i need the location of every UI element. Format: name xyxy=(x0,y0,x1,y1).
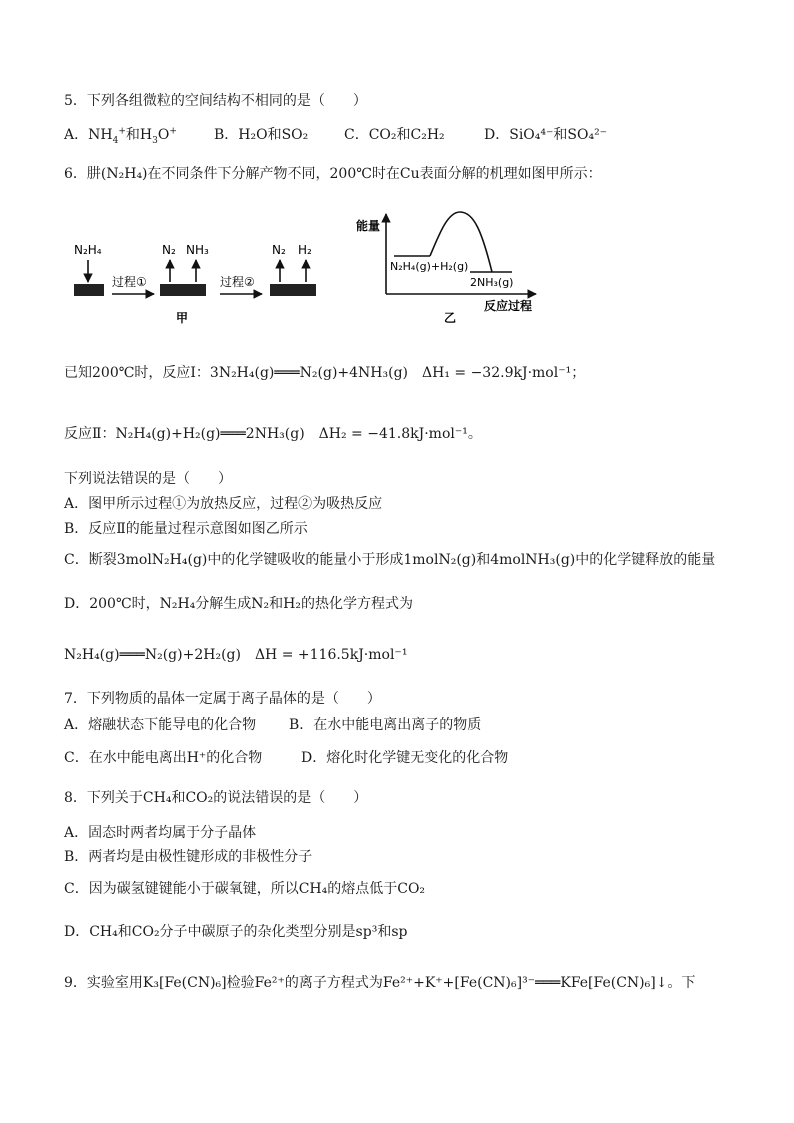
q6-question: 下列说法错误的是（ ） xyxy=(64,471,232,487)
q8-stem: 8．下列关于CH₄和CO₂的说法错误的是（ ） xyxy=(64,790,368,806)
q6-figures xyxy=(64,202,744,342)
yi-products-label: 2NH₃(g) xyxy=(470,276,514,289)
yi-caption: 乙 xyxy=(444,311,457,325)
q6-known-reaction-2: 反应Ⅱ：N₂H₄(g)+H₂(g)═══2NH₃(g) ΔH₂ = −41.8kJ·mol⁻¹。 xyxy=(64,426,482,442)
yi-x-axis-label: 反应过程 xyxy=(484,299,533,313)
q5-option-d: D．SiO₄⁴⁻和SO₄²⁻ xyxy=(484,127,608,143)
jia-catalyst-block-1 xyxy=(74,284,104,296)
jia-catalyst-block-2 xyxy=(160,284,206,296)
q6-option-b: B．反应Ⅱ的能量过程示意图如图乙所示 xyxy=(64,521,308,537)
q6-known-reaction-1: 已知200℃时，反应Ⅰ：3N₂H₄(g)═══N₂(g)+4NH₃(g) ΔH₁ = −32.9kJ·mol⁻¹； xyxy=(64,365,586,381)
q6-option-a: A．图甲所示过程①为放热反应，过程②为吸热反应 xyxy=(64,496,383,512)
q9-stem: 9．实验室用K₃[Fe(CN)₆]检验Fe²⁺的离子方程式为Fe²⁺+K⁺+[Fe(CN)₆]³⁻═══KFe[Fe(CN)₆]↓。下 xyxy=(64,975,696,991)
q5-option-b: B．H₂O和SO₂ xyxy=(214,127,309,143)
jia-step2-product-2: H₂ xyxy=(298,243,312,257)
jia-process2-label: 过程② xyxy=(220,275,255,289)
jia-step2-product-1: N₂ xyxy=(272,243,286,257)
q8-option-d: D．CH₄和CO₂分子中碳原子的杂化类型分别是sp³和sp xyxy=(64,924,408,940)
jia-catalyst-block-3 xyxy=(270,284,316,296)
jia-step1-product-1: N₂ xyxy=(162,243,176,257)
q6-option-d-equation: N₂H₄(g)═══N₂(g)+2H₂(g) ΔH = +116.5kJ·mol⁻¹ xyxy=(64,647,408,663)
figure-jia xyxy=(74,243,316,325)
q6-option-d: D．200℃时，N₂H₄分解生成N₂和H₂的热化学方程式为 xyxy=(64,596,413,612)
q7-stem: 7．下列物质的晶体一定属于离子晶体的是（ ） xyxy=(64,691,381,707)
yi-reactants-label: N₂H₄(g)+H₂(g) xyxy=(390,260,469,273)
jia-reactant-label: N₂H₄ xyxy=(74,243,102,257)
q7-options-row-1 xyxy=(64,716,481,734)
q6-option-c: C．断裂3molN₂H₄(g)中的化学键吸收的能量小于形成1molN₂(g)和4molNH₃(g)中的化学键释放的能量 xyxy=(64,552,716,568)
q6-stem: 6．肼(N₂H₄)在不同条件下分解产物不同，200℃时在Cu表面分解的机理如图甲所示： xyxy=(64,166,602,182)
q5-stem: 5．下列各组微粒的空间结构不相同的是（ ） xyxy=(64,93,367,109)
q7-option-b: B．在水中能电离出离子的物质 xyxy=(289,717,482,733)
figure-yi xyxy=(356,212,536,325)
yi-y-axis-label: 能量 xyxy=(356,219,381,233)
q8-option-c: C．因为碳氢键键能小于碳氧键，所以CH₄的熔点低于CO₂ xyxy=(64,881,426,897)
jia-caption: 甲 xyxy=(176,311,189,325)
q5-option-c: C．CO₂和C₂H₂ xyxy=(344,127,445,143)
q8-option-a: A．固态时两者均属于分子晶体 xyxy=(64,825,257,841)
jia-step1-product-2: NH₃ xyxy=(186,243,209,257)
q7-option-d: D．熔化时化学键无变化的化合物 xyxy=(301,750,509,766)
q7-options-row-2 xyxy=(64,749,508,767)
q7-option-a: A．熔融状态下能导电的化合物 xyxy=(64,717,257,733)
jia-process1-label: 过程① xyxy=(112,275,147,289)
q5-options xyxy=(64,126,607,144)
q7-option-c: C．在水中能电离出H⁺的化合物 xyxy=(64,750,263,766)
q8-option-b: B．两者均是由极性键形成的非极性分子 xyxy=(64,849,313,865)
q5-option-a: A．$NH_4^+$和$H_3O^+$ xyxy=(64,126,177,146)
